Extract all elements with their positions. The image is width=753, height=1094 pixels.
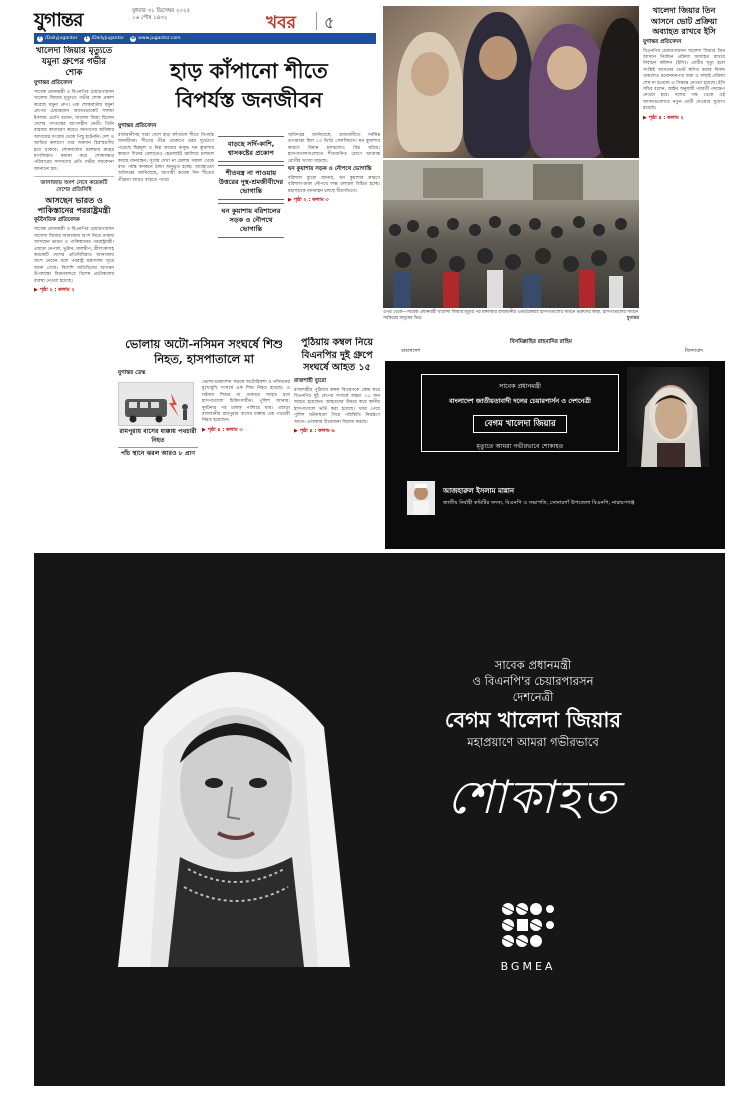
pull-quote-column xyxy=(218,133,284,241)
autorickshaw-body: ভোলা-চরফ্যাশন সড়কে অটোরিকশা ও নসিমনের মুখোমুখি সংঘর্ষে এক শিশু নিহত হয়েছে। এ ঘটনায় শিশুর মা গুরুতর আহত হয়ে হাসপাতালে চিকিৎসাধীন। পুলিশ জানায়, দুর্ঘটনার পর চালক পালিয়ে যায়। এছাড়া রাজধানীর রামপুরায় বাসের ধাক্কায় এক পথচারী নিহত হয়েছেন। xyxy=(202,380,290,424)
ad-country-label: বাংলাদেশ xyxy=(401,348,421,354)
bnp-clash-byline: রাজশাহী ব্যুরো xyxy=(294,377,327,384)
main-story-subhead: ঘন কুয়াশায় সড়ক ও নৌপথে ভোগান্তি xyxy=(288,166,372,173)
ad-two-line-3: দেশনেত্রী xyxy=(512,690,554,704)
autorickshaw-story xyxy=(118,337,290,551)
facebook-handle: /Dailyjugantor xyxy=(45,36,78,41)
autorickshaw-continued[interactable]: ▶ পৃষ্ঠা ৪ : কলাম ৩ xyxy=(202,426,243,433)
bnp-clash-body: রাজশাহীর পুঠিয়ায় কম্বল বিতরণকে কেন্দ্র করে বিএনপির দুই গ্রুপের সংঘর্ষে অন্তত ১৫ জন আহত হয়েছেন। আহতদের উদ্ধার করে স্থানীয় হাসপাতালে ভর্তি করা হয়েছে। খবর পেয়ে পুলিশ ঘটনাস্থলে গিয়ে পরিস্থিতি নিয়ন্ত্রণে আনে। এলাকায় উত্তেজনা বিরাজ করছে। xyxy=(294,387,380,425)
ad-name: বেগম খালেদা জিয়ার xyxy=(473,415,566,433)
twitter-icon: t xyxy=(85,36,88,41)
left-column xyxy=(34,46,114,551)
main-headline-line-2: বিপর্যস্ত জনজীবন xyxy=(175,87,323,112)
main-story-col-3-text: অধিদপ্তর জানিয়েছে, রাজধানীতে সর্বনিম্ন তাপমাত্রা ছিল ১৩ ডিগ্রি সেলসিয়াস। ঘন কুয়াশার কারণে বিমান চলাচলেও বিঘ্ন ঘটছে। হাসপাতালগুলোতে শীতজনিত রোগে আক্রান্ত রোগীর সংখ্যা বাড়ছে। xyxy=(288,133,380,164)
website-link[interactable] xyxy=(130,36,181,42)
main-headline[interactable] xyxy=(118,56,380,114)
ad-two-line-1: সাবেক প্রধানমন্ত্রী xyxy=(494,658,572,672)
sponsor-photo xyxy=(407,481,435,515)
second-story-body: সাবেক প্রধানমন্ত্রী ও বিএনপির চেয়ারপারসন খালেদা জিয়ার জানাজায় অংশ নিতে ঢাকায় আসছেন ভারত ও পাকিস্তানের পররাষ্ট্রমন্ত্রী। এছাড়া নেপাল, ভুটান, মালদ্বীপ, শ্রীলংকাসহ কয়েকটি দেশের প্রতিনিধিরাও জানাজায় অংশ নেবেন বলে পররাষ্ট্র মন্ত্রণালয় সূত্রে জানা গেছে। বিদেশি অতিথিদের আগমন উপলক্ষ্যে বিমানবন্দরে বিশেষ প্রটোকলের ব্যবস্থা নেওয়া হয়েছে। xyxy=(34,227,114,284)
bnp-clash-continued[interactable]: ▶ পৃষ্ঠা ৪ : কলাম ৬ xyxy=(294,427,335,434)
date-bangla: ১৬ পৌষ ১৪৩২ xyxy=(132,15,168,21)
page-number: ৫ xyxy=(324,13,335,32)
facebook-link[interactable] xyxy=(37,36,78,42)
ad-bismillah: বিসমিল্লাহির রাহমানির রাহিম xyxy=(510,339,572,345)
autorickshaw-byline: যুগান্তর ডেস্ক xyxy=(118,370,146,376)
pull-quote-2: শীতবস্ত্র না পাওয়ায় উত্তরের দুস্থ-শ্রমজীবীদের ভোগান্তি xyxy=(218,165,284,200)
ad-two-line-2: ও বিএনপি'র চেয়ারপারসন xyxy=(472,674,594,688)
twitter-handle: /DailyJugantor xyxy=(91,36,125,41)
globe-icon: w xyxy=(131,36,136,41)
left-story-body: সাবেক প্রধানমন্ত্রী ও বিএনপির চেয়ারপারসন খালেদা জিয়ার মৃত্যুতে গভীর শোক প্রকাশ করেছে যমুনা গ্রুপ। এক শোকবার্তায় যমুনা গ্রুপের চেয়ারম্যান অ্যাডভোকেট সালমা ইসলাম এমপি বলেন, খালেদা জিয়া ছিলেন দেশের গণতন্ত্রের আপসহীন নেত্রী। তিনি বারবার কারাবরণ করেও জনগণের অধিকার আদায়ের সংগ্রাম থেকে পিছু হটেননি। দেশ ও জাতির কল্যাণে তার অবদান চিরস্মরণীয় হয়ে থাকবে। শোকবার্তায় মরহুমার রুহের মাগফিরাত কামনা করে শোকসন্তপ্ত পরিবারের সদস্যদের প্রতি গভীর সমবেদনা জানানো হয়। xyxy=(34,90,114,172)
pull-quote-3: ঘন কুয়াশায় বরিশালের সড়ক ও নৌপথে ভোগান্তি xyxy=(218,203,284,238)
autorickshaw-text-column xyxy=(202,380,290,459)
bus-accident-caption[interactable]: রামপুরায় বাসের ধাক্কায় পথচারী নিহত xyxy=(118,428,198,448)
autorickshaw-headline[interactable]: ভোলায় অটো-নসিমন সংঘর্ষে শিশু নিহত, হাসপাতালে মা xyxy=(125,337,283,366)
right-story-byline: যুগান্তর প্রতিবেদন xyxy=(643,38,682,45)
masthead xyxy=(34,6,376,44)
crowd-photo xyxy=(383,160,639,308)
divider xyxy=(34,176,114,177)
bus-accident-icon xyxy=(118,382,194,426)
condolence-ad-bnp xyxy=(385,337,725,549)
ad-two-line-5: মহাপ্রয়াণে আমরা গভীরভাবে xyxy=(467,735,599,749)
main-story-continued[interactable]: ▶ পৃষ্ঠা ২ : কলাম ৩ xyxy=(288,197,329,204)
portrait-illustration xyxy=(114,637,354,967)
mourning-women-photo xyxy=(383,6,639,158)
caption-text: ওপর থেকে—সাবেক প্রধানমন্ত্রী খালেদা জিয়ার মৃত্যুর পর মঙ্গলবার রাজধানীর এভারকেয়ার হাসপাতালের সামনে ভক্তদের কান্না, হাসপাতালের সামনে সর্বস্তরের মানুষের ভিড় xyxy=(383,310,639,321)
main-headline-line-1: হাড় কাঁপানো শীতে xyxy=(170,58,328,83)
twitter-link[interactable] xyxy=(84,36,125,42)
section-divider xyxy=(316,12,317,30)
bgmea-emblem-icon xyxy=(500,901,556,953)
main-story-col-3 xyxy=(288,133,380,241)
bnp-clash-headline[interactable]: পুঠিয়ায় কম্বল নিয়ে বিএনপির দুই গ্রুপে সংঘর্ষে আহত ১৫ xyxy=(301,337,373,373)
bus-box xyxy=(118,380,198,459)
website-url: www.jugantor.com xyxy=(138,36,181,41)
bnp-clash-story xyxy=(294,337,380,551)
sponsor-title: জাতীয় নির্বাহী কমিটির সদস্য, বিএনপি ও সভাপতি, সোনারগাঁ উপজেলা বিএনপি, নারায়ণগঞ্জ xyxy=(443,500,635,506)
portrait-photo xyxy=(627,367,709,467)
main-story xyxy=(118,46,380,333)
main-story-byline: যুগান্তর প্রতিবেদন xyxy=(118,123,157,129)
left-story-headline[interactable]: খালেদা জিয়ার মৃত্যুতে যমুনা গ্রুপের গভীর শোক xyxy=(35,46,113,78)
photo-caption xyxy=(383,310,639,322)
bgmea-logo[interactable] xyxy=(478,901,578,973)
ad-two-message xyxy=(378,657,688,830)
crowd-illustration xyxy=(383,160,639,308)
newspaper-logo: যুগান্তর xyxy=(34,9,83,31)
section-label: খবর xyxy=(266,13,296,33)
ad-two-name: বেগম খালেদা জিয়ার xyxy=(444,708,622,732)
right-story-headline[interactable]: খালেদা জিয়ার তিন আসনে ভোট প্রক্রিয়া অব্যাহত রাখবে ইসি xyxy=(650,6,718,36)
right-story-body: বিএনপির চেয়ারপারসন খালেদা জিয়ার তিন আসনে নির্বাচন প্রক্রিয়া অব্যাহত রাখবে নির্বাচন কমিশন (ইসি)। প্রার্থীর মৃত্যু হলে সংশ্লিষ্ট আসনের ভোট স্থগিত করার বিধান থাকলেও মনোনয়নপত্র জমা ও বাছাই প্রক্রিয়া শেষ না হওয়ায় এ সিদ্ধান্ত নেওয়া হয়েছে। ইসি সচিব বলেন, আইন অনুযায়ী পরবর্তী পদক্ষেপ নেওয়া হবে। দলের পক্ষ থেকে ওই আসনগুলোতে নতুন প্রার্থী দেওয়ার সুযোগ রয়েছে। xyxy=(643,48,725,112)
sponsor-name: আজহারুল ইসলাম মান্নান xyxy=(443,487,515,495)
right-story-continued[interactable]: ▶ পৃষ্ঠা ৪ : কলাম ২ xyxy=(643,114,684,121)
date-line xyxy=(132,8,262,22)
second-story-byline: কূটনৈতিক প্রতিবেদক xyxy=(34,217,80,224)
photo-credit: যুগান্তর xyxy=(626,315,639,321)
ad-line-2: বাংলাদেশ জাতীয়তাবাদী দলের চেয়ারপার্সন ও দেশনেত্রী xyxy=(449,397,591,405)
ad-two-condolence: শোকাহত xyxy=(447,770,619,824)
right-column xyxy=(643,6,725,334)
ad-line-4: মৃত্যুতে আমরা গভীরভাবে শোকাহত xyxy=(476,443,564,450)
ad-message-box xyxy=(421,374,619,452)
ad-line-1: সাবেক প্রধানমন্ত্রী xyxy=(499,383,541,390)
date-gregorian: বুধবার ৩১ ডিসেম্বর ২০২৫ xyxy=(132,8,191,14)
condolence-ad-bgmea xyxy=(34,553,725,1086)
main-story-col-1: রাজধানীসহ সারা দেশে হাড় কাঁপানো শীতে বিপর্যস্ত জনজীবন। শীতের তীব্র প্রকোপে চরম দুর্ভোগে পড়েছে ছিন্নমূল ও নিম্ন আয়ের মানুষ। ঘন কুয়াশার কারণে দিনের বেলাতেও হেডলাইট জ্বালিয়ে চলাচল করছে যানবাহন। সূর্যের দেখা না মেলায় সকাল থেকে রাত পর্যন্ত কনকনে ঠান্ডা অনুভূত হচ্ছে। আবহাওয়া অধিদপ্তর জানিয়েছে, আগামী কয়েক দিন শীতের তীব্রতা আরও বাড়তে পারে। xyxy=(118,133,214,183)
pull-quote-1: বাড়ছে সর্দি-কাশি, শ্বাসকষ্টের প্রকোপ xyxy=(218,136,284,162)
bus-accident-subcaption: পাঁচ স্থানে ঝরল আরও ৮ প্রাণ xyxy=(120,450,196,457)
bgmea-wordmark: BGMEA xyxy=(500,960,556,973)
main-story-columns xyxy=(118,133,380,241)
main-story-col-3b-text: বরিশাল ব্যুরো জানায়, ঘন কুয়াশার কারণে বরিশাল-ঢাকা নৌপথে লঞ্চ চলাচল বিঘ্নিত হচ্ছে। মহাসড়কে যানবাহন চলছে ধীরগতিতে। xyxy=(288,176,380,194)
left-story-continued[interactable]: ▶ পৃষ্ঠা ২ : কলাম ২ xyxy=(34,286,75,293)
second-story-headline[interactable]: আসছেন ভারত ও পাকিস্তানের পররাষ্ট্রমন্ত্রী xyxy=(37,196,111,216)
autorickshaw-layout xyxy=(118,380,290,459)
left-story-byline: যুগান্তর প্রতিবেদন xyxy=(34,80,73,86)
left-story-subhead: জানাজায় অংশ নেবে কয়েকটি দেশের প্রতিনিধি xyxy=(40,180,108,194)
facebook-icon: f xyxy=(37,36,43,42)
ad-slogan: জিন্দাবাদ xyxy=(684,348,703,354)
